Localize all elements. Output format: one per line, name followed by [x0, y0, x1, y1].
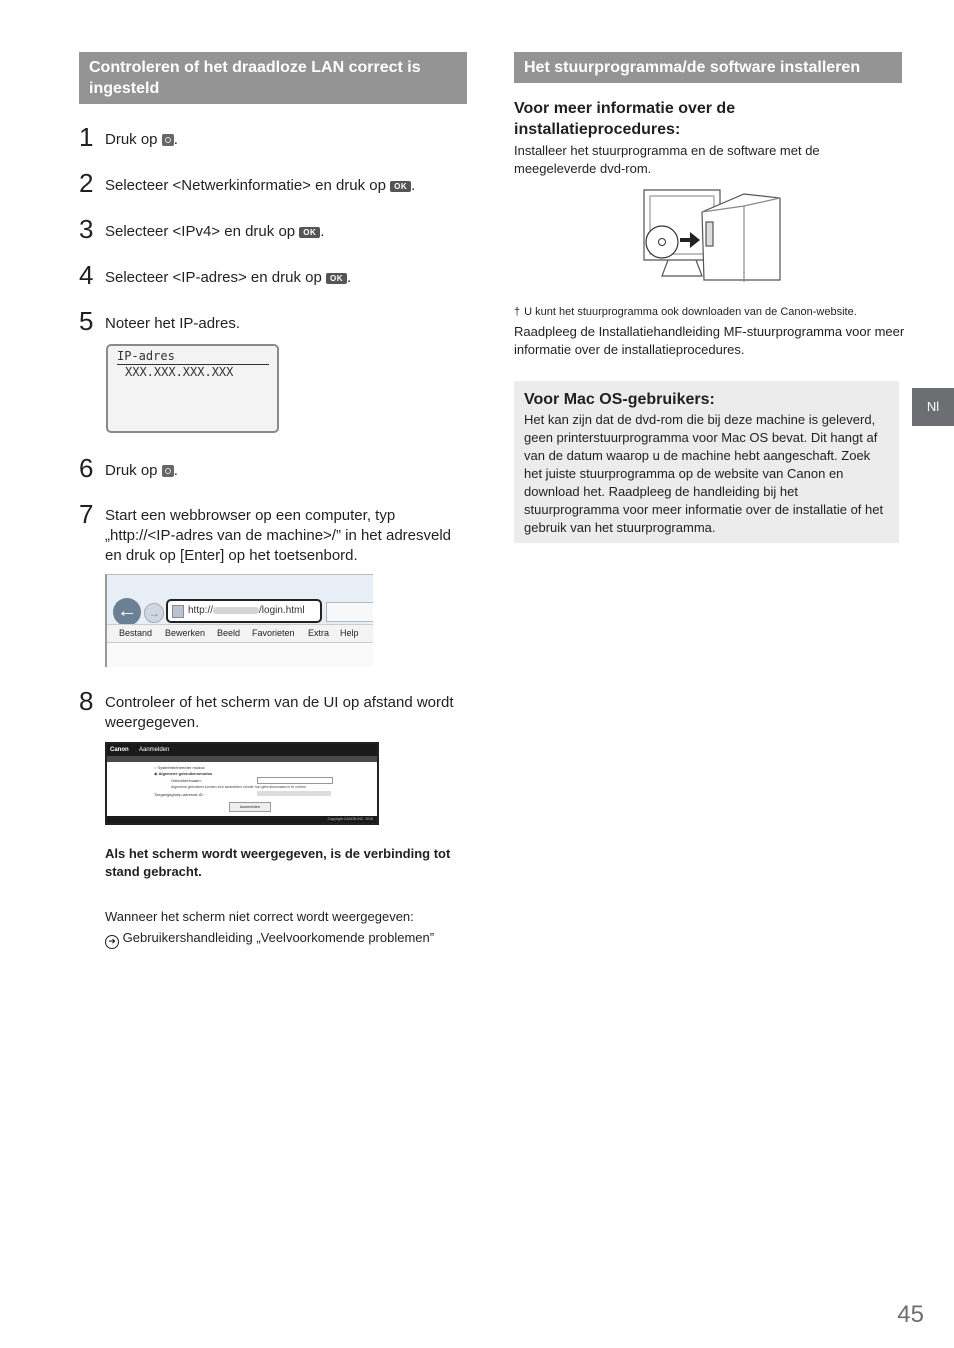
rui-field1-input	[257, 777, 333, 784]
step-text: Noteer het IP-adres.	[105, 315, 241, 332]
step-number: 4	[79, 260, 94, 290]
home-key-icon	[162, 134, 174, 146]
step-number: 2	[79, 168, 94, 198]
lcd-value: XXX.XXX.XXX.XXX	[125, 365, 234, 379]
menu-extra: Extra	[308, 628, 330, 638]
rui-title: Aanmelden	[139, 747, 170, 753]
rui-field2-label: Toegangsgroep-adresrst-ID:	[154, 792, 204, 797]
step-text: Controleer of het scherm van de UI op afstand wordt weergegeven.	[105, 694, 454, 731]
address-bar: http:// /login.html	[166, 599, 322, 623]
menu-favorites: Favorieten	[252, 628, 295, 638]
remote-ui-illustration	[105, 742, 379, 825]
forward-button-icon: →	[144, 603, 164, 623]
footnote: † U kunt het stuurprogramma ook downloaden van de Canon-website.	[514, 306, 857, 318]
install-intro: Installeer het stuurprogramma en de software met de meegeleverde dvd-rom.	[514, 143, 820, 176]
step-text: Start een webbrowser op een computer, typ „http://<IP-adres van de machine>/” in het adresveld en druk op [Enter] op het toetsenbord.	[105, 507, 452, 564]
success-text: Als het scherm wordt weergegeven, is de verbinding tot stand gebracht.	[105, 846, 451, 879]
step-number: 5	[79, 306, 94, 336]
blurred-ip	[213, 607, 259, 614]
address-bar-rest	[326, 602, 373, 622]
rui-brand: Canon	[110, 747, 129, 753]
ok-key-icon: OK	[299, 227, 320, 238]
step-text: Druk op .	[105, 462, 178, 479]
mac-os-text: Het kan zijn dat de dvd-rom die bij deze machine is geleverd, geen printerstuurprogramma voor Mac OS bevat. Dit hangt af van de datum waarop u de machine hebt aangeschaft. Zoek het juiste stuurprogramma op de website van Canon en download het. Raadpleeg de handleiding bij het stuurprogramma voor meer informatie over de installatie of het gebruik van het stuurprogramma.	[524, 412, 884, 535]
rui-header	[107, 744, 379, 756]
rui-subbar	[107, 756, 379, 762]
fail-text: Wanneer het scherm niet correct wordt weergegeven:	[105, 909, 414, 924]
mac-os-heading: Voor Mac OS-gebruikers:	[524, 391, 715, 408]
step-text: Druk op .	[105, 131, 178, 148]
dvd-install-illustration	[640, 186, 788, 288]
step-number: 3	[79, 214, 94, 244]
mac-os-box	[514, 381, 899, 543]
rui-option1: ○ Systeembeheerder modus	[154, 765, 205, 770]
rui-note: Algemene gebruikers kunnen zich aanmelden zonder hun gebruikersnaam in te voeren	[171, 785, 306, 789]
step-number: 1	[79, 122, 94, 152]
menu-view: Beeld	[217, 628, 241, 638]
right-section-header	[514, 52, 902, 83]
rui-field2-input	[257, 791, 331, 796]
rui-copyright: Copyright CANON INC. 2015	[107, 816, 377, 823]
page-icon	[172, 605, 184, 618]
page-area	[107, 643, 373, 667]
language-tab: Nl	[912, 388, 954, 426]
installation-guide-reference: Raadpleeg de Installatiehandleiding MF-stuurprogramma voor meer informatie over de installatieprocedures.	[514, 324, 905, 357]
left-section-title: Controleren of het draadloze LAN correct is ingesteld	[89, 59, 421, 97]
menu-bar	[107, 624, 373, 643]
step-text: Selecteer <IPv4> en druk op OK .	[105, 223, 325, 240]
step-text: Selecteer <Netwerkinformatie> en druk op OK .	[105, 177, 416, 194]
page-number: 45	[897, 1301, 924, 1328]
rui-login-button: Aanmelden	[229, 802, 271, 812]
browser-illustration	[105, 574, 373, 667]
lcd-display	[106, 344, 279, 433]
right-section-title: Het stuurprogramma/de software installeren	[524, 59, 861, 76]
lcd-title: IP-adres	[117, 349, 269, 365]
back-button-icon: ←	[113, 598, 141, 626]
arrow-circle-icon: ➜	[105, 935, 119, 949]
step-number: 8	[79, 686, 94, 716]
menu-help: Help	[340, 628, 359, 638]
ok-key-icon: OK	[326, 273, 347, 284]
left-section-header	[79, 52, 467, 104]
dagger-mark: †	[514, 306, 521, 318]
menu-edit: Bewerken	[165, 628, 206, 638]
home-key-icon	[162, 465, 174, 477]
step-text: Selecteer <IP-adres> en druk op OK .	[105, 269, 352, 286]
step-number: 6	[79, 453, 94, 483]
rui-option2: ◉ Algemene gebruikersmodus	[154, 771, 213, 776]
menu-file: Bestand	[119, 628, 153, 638]
install-subheading: Voor meer informatie over de installatieprocedures:	[514, 100, 736, 138]
ok-key-icon: OK	[390, 181, 411, 192]
rui-field1-label: Gebruikersnaam:	[171, 778, 202, 783]
step-number: 7	[79, 499, 94, 529]
manual-reference: ➜ Gebruikershandleiding „Veelvoorkomende problemen”	[105, 929, 465, 949]
